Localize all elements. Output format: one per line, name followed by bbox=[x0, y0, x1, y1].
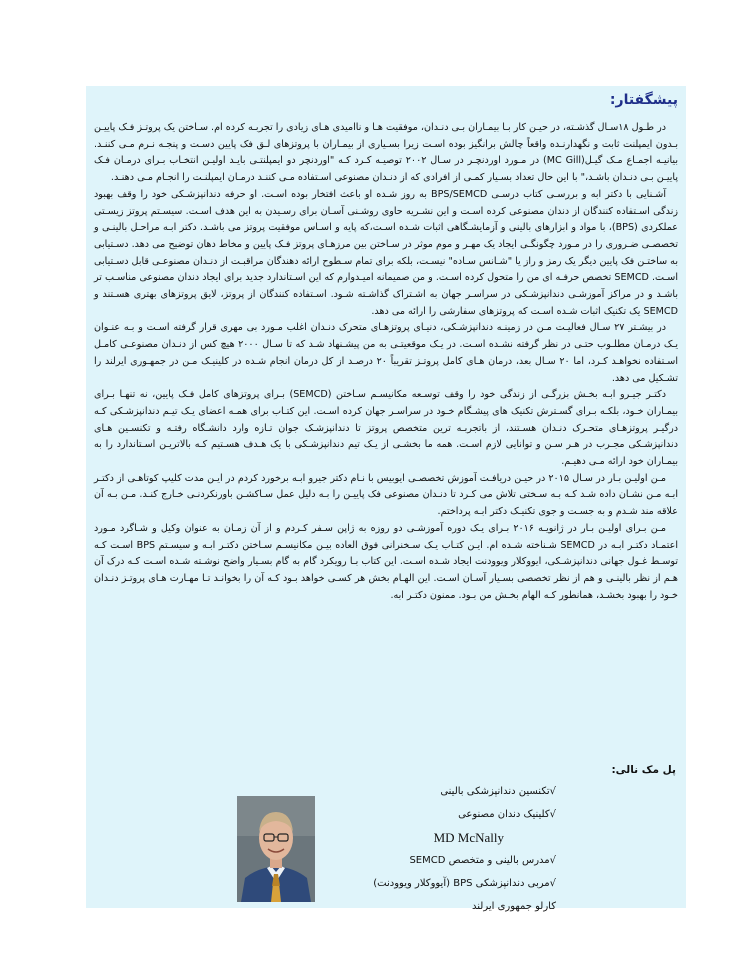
credential-item: √مدرس بالینی و متخصص SEMCD bbox=[409, 855, 556, 866]
author-name: MD McNally bbox=[433, 830, 504, 845]
foreword-body bbox=[94, 120, 678, 604]
paragraph: در طـول ۱۸سـال گذشـته، در حیـن کار بـا بیمـاران بـی دنـدان، موفقیت هـا و ناامیدی هـای زیادی را تجربـه کرده ام. سـاختن یک پروتـز فـک پاییـن بـدون ایمپلنت ثابت و نگهدارنـده واقعاً چالش برانگیز بوده اسـت زیرا بسـیاری از بیمـاران با پروتزهای لـق فک پایین دسـت و پنجـه نـرم مـی کننـد. بیانیـه اجمـاع مـک گیـل(MC Gill) در مـورد اوردنچـر در سـال ۲۰۰۲ توصیـه کـرد کـه "اوردنچر دو ایمپلنتـی بایـد اولیـن انتخـاب بـرای درمـان فـک پاییـن بـی دنـدان باشـد،" با این حال تعداد بسـیار کمـی از افرادی که از دنـدان مصنوعی اسـتفاده مـی کننـد درمـان ایمپلنـت را انجـام مـی دهنـد. bbox=[94, 122, 678, 184]
author-photo bbox=[237, 796, 315, 902]
author-location: کارلو جمهوری ایرلند bbox=[472, 901, 556, 912]
credential-item: √مربی دندانپزشکی BPS (آیووکلار ویوودنت) bbox=[373, 878, 556, 889]
author-credentials bbox=[296, 780, 556, 918]
foreword-heading: پیشگفتار: bbox=[609, 92, 678, 108]
author-heading: پل مک نالی: bbox=[611, 764, 676, 776]
paragraph: مـن اولیـن بـار در سـال ۲۰۱۵ در حیـن دریافـت آموزش تخصصـی ایوبیس با نـام دکتر جیرو ابـه برخورد کردم در ایـن مدت کلیپ کوتاهـی از دکتـر ابـه مـن نشـان داده شـد کـه بـه سـختی تلاش می کـرد تا دنـدان مصنوعی فک پاییـن را بـه دلیل عمل سـاکشـن باورنکردنـی خـارج کنـد. مـن بـه آن علاقه مند شـدم و به جسـت و جوی تکنیـک دکتر ابـه پرداختم. bbox=[94, 472, 678, 518]
foreword-panel bbox=[86, 86, 686, 912]
credential-item: √تکنسین دندانپزشکی بالینی bbox=[440, 786, 556, 797]
portrait-image bbox=[237, 796, 315, 902]
paragraph: آشـنایی با دکتر ابه و بررسـی کتاب درسـی BPS/SEMCD به روز شـده او باعث افتخار بوده اسـت. او حرفه دندانپزشـکی خود را وقف بهبود زندگی اسـتفاده کنندگان از دندان مصنوعی کرده اسـت و این نشـریه حاوی روشـنی آسـان برای رسـیدن به این هدف اسـت. سیسـتم پروتز زیسـتی عملکردی (BPS)، با مواد و ابزارهای بالینی و آزمایشـگاهی اثبات شـده اسـت،که پایه و اسـاس موفقیت پروتز می باشـد. دکتر ابـه مراحـل بالینـی و تخصصـی ضـروری را در مـورد چگونگـی ایجاد یک مهـر و موم موثر در سـاختن بین مرزهـای پروتز فـک پایین و مخاط دهان توضیح می دهد. دسـتیابی به ساختـن فک پایین دیگر یک رمز و راز یا "شـانس سـاده" نیسـت، بلکه برای تمام سـطوح ارائه دهندگان مراقبـت از دنـدان مصنوعـی قابل دسـتیابی اسـت. SEMCD تخصص حرفـه ای من را متحول کرده اسـت. و من صمیمانه امیـدوارم که این اسـتاندارد جدید برای ایجاد دندان مصنوعی مناسـب تر باشـد و در مراکز آموزشـی دندانپزشـکی در سراسـر جهان به اشـتراک گذاشـته شـود. اسـتفاده کنندگان از پروتز، لایق پروتزهای بهتری هسـتند و SEMCD یک تکنیک اثبات شـده اسـت که پروتزهای سفارشی را ارائه می دهد. bbox=[94, 188, 678, 317]
credential-item: √کلینیک دندان مصنوعی bbox=[458, 809, 556, 820]
paragraph: مـن بـرای اولیـن بـار در ژانویـه ۲۰۱۶ بـرای یـک دوره آموزشـی دو روزه به ژاپن سـفر کـردم و از آن زمـان به عنوان وکیل و شـاگرد مـورد اعتمـاد دکتـر ابـه در SEMCD شـناخته شـده ام. ایـن کتـاب یـک سـخنرانی فوق العاده بیـن مکانیسـم سـاختن دکتـر ابـه و سیسـتم BPS اسـت کـه توسـط غـول جهانی دندانپزشـکی، ایووکلار ویوودنت ایجاد شـده اسـت. این کتاب بـا رویکرد گام به گام بسـیار واضح نوشـته شـده اسـت کـه درک آن هـم از نظر بالینـی و هم از نظر تخصصی بسـیار آسـان اسـت. این الهـام بخش هر کسـی خواهد بـود کـه آن را بخوانـد تـا مهـارت هـای پروتـز دنـدان خـود را بهبود بخشـد، همانطور کـه الهام بخـش من بـود. ممنون دکتـر ابه. bbox=[94, 522, 678, 601]
paragraph: در بیشـتر ۲۷ سـال فعالیـت مـن در زمینـه دندانپزشـکی، دنیـای پروتزهـای متحرک دنـدان اغلب مـورد بی مهری قرار گرفته اسـت و بـه عنـوان یـک درمـان مطلـوب حتـی در نظر گرفته نشـده اسـت. در یـک موقعیتـی به من پیشـنهاد شـد که تا سـال ۲۰۰۰ هیچ کس از دنـدان مصنوعـی کامـل اسـتفاده نخواهـد کـرد، اما ۲۰ سـال بعد، درمان هـای کامل پروتـز تقریباً ۲۰ درصـد از کل درمان انجام شـده در کلینیـک مـن در جمهـوری ایرلند را تشـکیل می دهد. bbox=[94, 322, 678, 384]
paragraph: دکتـر جیـرو ابـه بخـش بزرگـی از زندگی خود را وقف توسـعه مکانیسـم سـاختن (SEMCD) بـرای پروتزهای کامل فـک پایین، نه تنهـا بـرای بیمـاران خـود، بلکـه بـرای گسـترش تکنیک های پیشـگام خـود در سراسـر جهان کرده اسـت. این کتـاب برای همـه اعضای یـک تیـم دندانپزشـکی کـه درگیـر پروتزهـای متحـرک دنـدان هسـتند، از باتجربـه ترین متخصص پروتز تا دندانپزشـک جوان تـازه وارد دانشـگاه رفتـه و تکنسـین هـای دندانپزشـکی مجـرب در هـر سـن و توانایی لازم اسـت. همه ما بخشـی از یـک تیم دندانپزشـکی با یک هـدف هسـتیم کـه بالاتریـن اسـتاندارد را به بیمـاران خود ارائه مـی دهیـم. bbox=[94, 389, 678, 468]
